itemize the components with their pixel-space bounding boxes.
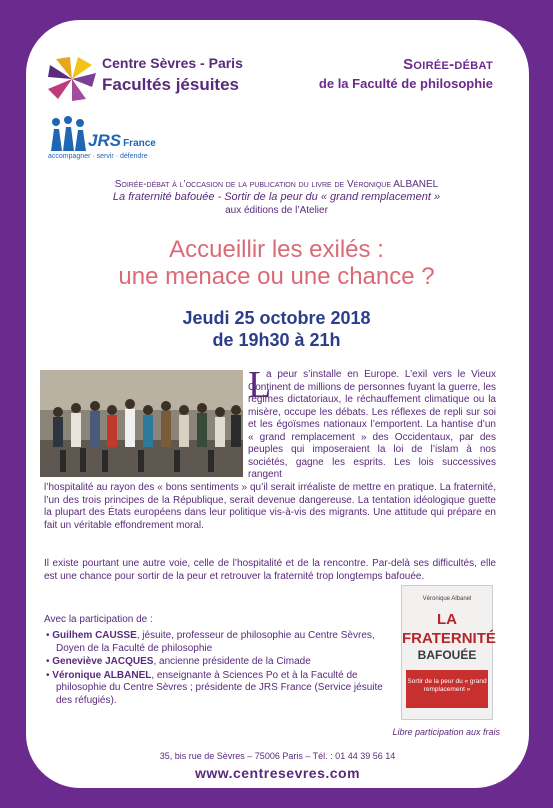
body-text-right: a peur s’installe en Europe. L’exil vers le Vieux Continent de millions de personnes fuyant la guerre, les régimes dictatoriaux, le réchauffement climatique ou la misère, occupe les débats. Les réflexes de repli sur soi et les égoïsmes nationaux l’emportent. La hantise d’un « grand remplacement » des Occidentaux, par des peuples qui imposeraient la loi de l’islam à nos sociétés, gagne les esprits. Les lois successives rangent [248, 369, 496, 480]
jrs-country: France [123, 138, 156, 149]
participant-item: • Guilhem CAUSSE, jésuite, professeur de philosophie au Centre Sèvres, Doyen de la Faculté de philosophie [46, 630, 375, 654]
participants-list [46, 630, 391, 708]
jrs-logo [48, 115, 178, 165]
intro-block [40, 178, 513, 217]
event-title-line1: Accueillir les exilés : [169, 236, 384, 263]
book-title-la: LA [437, 611, 457, 628]
drop-cap: L [248, 364, 272, 406]
intro-line1: Soirée-débat à l’occasion de la publication du livre de Véronique ALBANEL [114, 179, 439, 190]
book-subtitle: Sortir de la peur du « grand remplacement » [407, 678, 487, 693]
book-title-bafouee: BAFOUÉE [417, 648, 477, 662]
event-title [40, 236, 513, 290]
soiree-title: Soirée-débat [403, 56, 493, 73]
website-link[interactable]: www.centresevres.com [194, 765, 361, 781]
body-text-para2: Il existe pourtant une autre voie, celle de l’hospitalité et de la rencontre. Par-delà ses difficultés, elle est une chance pour sortir de la peur et retrouver la fraternité trop longtemps bafouée. [44, 558, 496, 582]
event-date [40, 307, 513, 351]
body-text-full: l’hospitalité au rayon des « bons sentiments » qu’il serait irréaliste de mettre en pratique. La fraternité, l’un des trois principes de la République, serait devenue dangereuse. La tentation idéologique guette la plupart des États européens dans leur politique vis-à-vis des migrants. Une attitude qui prépare en fait un véritable effondrement moral. [44, 482, 496, 531]
participant-name: Geneviève JACQUES [52, 656, 154, 667]
intro-book-title: La fraternité bafouée - Sortir de la peur du « grand remplacement » [112, 191, 441, 203]
participation-heading: Avec la participation de : [44, 614, 153, 625]
book-author: Véronique Albanel [422, 596, 472, 602]
participant-name: Véronique ALBANEL [52, 669, 152, 681]
jrs-tagline: accompagner · servir · défendre [48, 153, 148, 160]
participant-desc: , jésuite, professeur de philosophie au Centre Sèvres, Doyen de la Faculté de philosophie [56, 630, 375, 654]
participant-item: • Geneviève JACQUES, ancienne présidente de la Cimade [46, 656, 311, 667]
free-participation: Libre participation aux frais [392, 727, 500, 737]
soiree-subtitle: de la Faculté de philosophie [318, 76, 493, 91]
centre-sevres-logo-icon [46, 55, 98, 103]
soiree-header [319, 56, 493, 91]
book-title-fraternite: FRATERNITÉ [402, 630, 496, 647]
jrs-figures-icon [48, 115, 88, 153]
intro-publisher: aux éditions de l’Atelier [225, 205, 328, 216]
book-cover [401, 585, 496, 720]
event-title-line2: une menace ou une chance ? [118, 263, 435, 290]
centre-sevres-logo [46, 55, 243, 103]
participant-item: • Véronique ALBANEL, enseignante à Sciences Po et à la Faculté de philosophie du Centre Sèvres ; présidente de JRS France (Service jésuite des réfugiés). [46, 669, 383, 706]
event-time-line: de 19h30 à 21h [212, 330, 341, 350]
participant-name: Guilhem CAUSSE [52, 630, 137, 641]
participant-desc: , enseignante à Sciences Po et à la Faculté de philosophie du Centre Sèvres ; présidente de JRS France (Service jésuite des réfugiés). [56, 669, 383, 706]
logo-line2: Facultés jésuites [102, 75, 240, 94]
jrs-name-text: JRS [88, 131, 122, 150]
book-band [406, 670, 488, 708]
address-line: 35, bis rue de Sèvres – 75006 Paris – Tél. : 01 44 39 56 14 [159, 751, 396, 761]
participant-desc: , ancienne présidente de la Cimade [153, 656, 311, 667]
jrs-name [88, 131, 156, 151]
logo-line1: Centre Sèvres - Paris [102, 55, 243, 71]
group-photo [40, 370, 243, 477]
event-date-line: Jeudi 25 octobre 2018 [182, 308, 371, 328]
